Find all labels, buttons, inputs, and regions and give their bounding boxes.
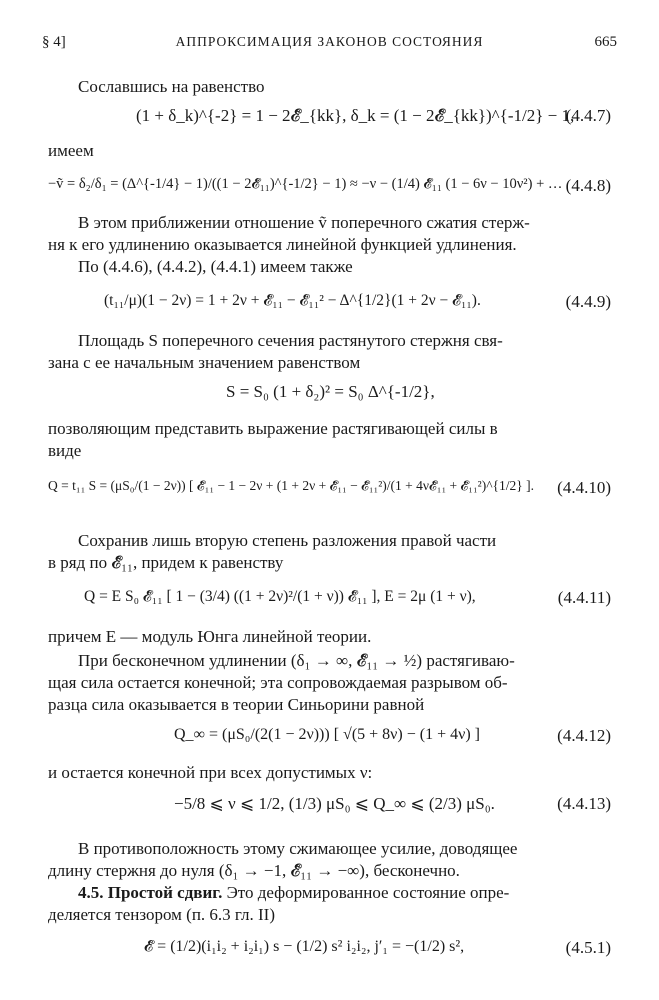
equation-number: (4.4.12) <box>557 726 611 745</box>
text-line: В противоположность этому сжимающее усилие, доводящее <box>78 839 518 858</box>
section-mark: § 4] <box>42 34 66 50</box>
equation-number: (4.4.7) <box>565 106 611 125</box>
equation-formula: Q = t₁₁ S = (μS₀/(1 − 2ν)) [ 𝓔̃₁₁ − 1 − 2ν + (1 + 2ν + 𝓔̃₁₁ − 𝓔̃₁₁²)/(1 + 4ν𝓔̃₁₁ + 𝓔̃₁₁²)^{1/2} ]. <box>48 478 535 493</box>
equation-number: (4.4.11) <box>557 588 611 607</box>
equation-number: (4.4.13) <box>557 794 611 813</box>
text-line: имеем <box>48 141 94 160</box>
equation-number: (4.4.9) <box>565 292 611 311</box>
equation-formula: S = S₀ (1 + δ₂)² = S₀ Δ^{-1/2}, <box>226 382 435 401</box>
text-line: При бесконечном удлинении (δ₁ → ∞, 𝓔̃₁₁ → ½) растягиваю- <box>78 651 515 670</box>
text-line: виде <box>48 441 82 460</box>
page-number: 665 <box>594 34 617 50</box>
equation-formula: (t₁₁/μ)(1 − 2ν) = 1 + 2ν + 𝓔̃₁₁ − 𝓔̃₁₁² − Δ^{1/2}(1 + 2ν − 𝓔̃₁₁). <box>104 292 481 309</box>
equation-formula: Q = E S₀ 𝓔̃₁₁ [ 1 − (3/4) ((1 + 2ν)²/(1 + ν)) 𝓔̃₁₁ ], E = 2μ (1 + ν), <box>84 588 476 605</box>
equation-formula: 𝓔̃ = (1/2)(i₁i₂ + i₂i₁) s − (1/2) s² i₂i₂, j′₁ = −(1/2) s², <box>144 938 465 955</box>
text-line: деляется тензором (п. 6.3 гл. II) <box>48 905 276 924</box>
text-line: разца сила оказывается в теории Синьорини равной <box>48 695 425 714</box>
equation-formula: −ṽ = δ₂/δ₁ = (Δ^{-1/4} − 1)/((1 − 2𝓔̃₁₁)^{-1/2} − 1) ≈ −ν − (1/4) 𝓔̃₁₁ (1 − 6ν − 10ν²) + … <box>48 176 563 192</box>
equation-formula: −5/8 ⩽ ν ⩽ 1/2, (1/3) μS₀ ⩽ Q_∞ ⩽ (2/3) μS₀. <box>174 794 495 813</box>
equation-number: (4.4.10) <box>557 478 611 497</box>
text-line: длину стержня до нуля (δ₁ → −1, 𝓔̃₁₁ → −∞), бесконечно. <box>48 861 460 880</box>
section-heading-line <box>78 882 611 904</box>
text-line: Сославшись на равенство <box>78 77 265 96</box>
running-title: АППРОКСИМАЦИЯ ЗАКОНОВ СОСТОЯНИЯ <box>175 34 484 49</box>
text-line: В этом приближении отношение ṽ поперечного сжатия стерж- <box>78 213 530 232</box>
section-heading: 4.5. Простой сдвиг. <box>78 883 223 902</box>
text-line: в ряд по 𝓔̃₁₁, придем к равенству <box>48 553 284 572</box>
text-line: Площадь S поперечного сечения растянутого стержня свя- <box>78 331 503 350</box>
equation-number: (4.4.8) <box>565 176 611 195</box>
text-line: и остается конечной при всех допустимых ν: <box>48 763 373 782</box>
section-heading-text: Это деформированное состояние опре- <box>222 883 510 902</box>
equation-number: (4.5.1) <box>565 938 611 957</box>
text-line: ня к его удлинению оказывается линейной функцией удлинения. <box>48 235 517 254</box>
text-line: позволяющим представить выражение растягивающей силы в <box>48 419 498 438</box>
equation-formula: Q_∞ = (μS₀/(2(1 − 2ν))) [ √(5 + 8ν) − (1 + 4ν) ] <box>174 726 480 743</box>
text-line: щая сила остается конечной; эта сопровождаемая разрывом об- <box>48 673 508 692</box>
text-line: причем E — модуль Юнга линейной теории. <box>48 627 372 646</box>
equation-formula: (1 + δ_k)^{-2} = 1 − 2𝓔̃_{kk}, δ_k = (1 − 2𝓔̃_{kk})^{-1/2} − 1, <box>136 106 575 125</box>
text-line: зана с ее начальным значением равенством <box>48 353 361 372</box>
text-line: По (4.4.6), (4.4.2), (4.4.1) имеем также <box>78 257 353 276</box>
running-header <box>42 34 617 56</box>
text-line: Сохранив лишь вторую степень разложения правой части <box>78 531 497 550</box>
